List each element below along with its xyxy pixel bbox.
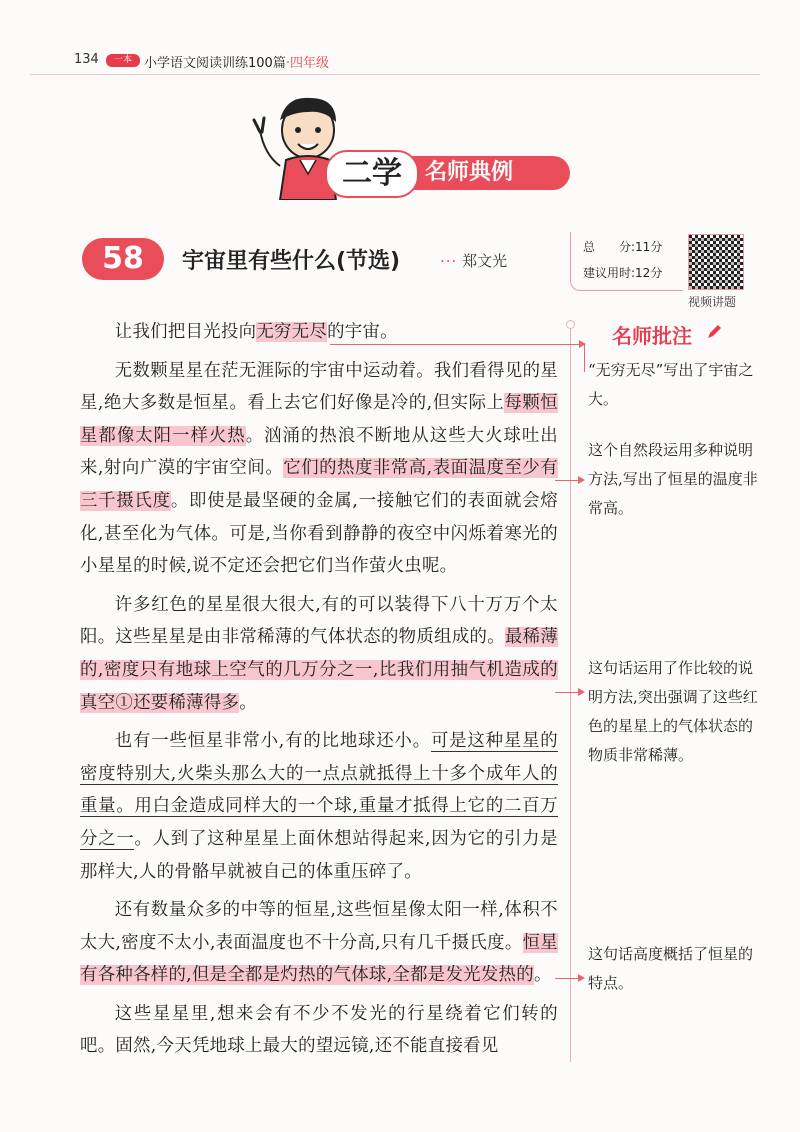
text-segment: 。即使是最坚硬的金属,一接触它们的表面就会熔化,甚至化为气体。可是,当你看到静静的夜空中闪烁着寒光的小星星的时候,说不定还会把它们当作萤火虫呢。: [80, 490, 558, 577]
text-segment: 也有一些恒星非常小,有的比地球还小。: [114, 731, 431, 752]
text-segment: 。汹涌的热浪不断地从这些大火球吐出来,射向广漠的宇宙空间。: [80, 425, 559, 479]
underlined-sentence: 可是这种星星的密度特别大,火柴头那么大的一点点就抵得上十多个成年人的重量。用白金造成同样大的一个球,重量才抵得上它的二百万分之一: [80, 731, 558, 849]
highlighted-sentence: 它们的热度非常高,表面温度至少有三千摄氏度: [80, 458, 558, 511]
suggested-time: 建议用时:12分: [583, 266, 663, 280]
annotation-arrow-1: [330, 344, 584, 345]
article-paragraph: [80, 725, 558, 888]
text-segment: 这些星星里,想来会有不少不发光的行星绕着它们转的吧。固然,今天凭地球上最大的望远镜,还不能直接看见: [80, 1003, 558, 1057]
highlighted-sentence: 无穷无尽: [256, 322, 328, 342]
text-segment: 。: [239, 692, 257, 713]
annotation-arrow-4: [555, 978, 583, 979]
banner-label: 名师典例: [425, 160, 514, 185]
brand-logo: 一本: [106, 54, 140, 67]
article-paragraph: [80, 355, 558, 583]
annotation-3: 这句话运用了作比较的说明方法,突出强调了这些红色的星星上的气体状态的物质非常稀薄。: [588, 659, 758, 764]
text-segment: 。: [533, 965, 552, 986]
annotation-arrow-1-drop: [584, 344, 585, 372]
lesson-title: 宇宙里有些什么(节选): [182, 249, 401, 274]
article-paragraph: [80, 998, 558, 1063]
article-body: [80, 316, 558, 1069]
text-segment: 的宇宙。: [327, 322, 398, 342]
page-number: 134: [74, 52, 99, 67]
text-segment: 无数颗星星在茫无涯际的宇宙中运动着。我们看得见的星星,绝大多数是恒星。看上去它们好像是冷的,但实际上: [80, 360, 558, 414]
qr-label: 视频讲题: [688, 295, 737, 309]
lesson-number: 58: [82, 238, 164, 280]
text-segment: 还有数量众多的中等的恒星,这些恒星像太阳一样,体积不太大,密度不太小,表面温度也不十分高,只有几千摄氏度。: [80, 900, 558, 953]
article-paragraph: [80, 589, 558, 719]
grade-label: ·四年级: [285, 56, 329, 71]
margin-divider: [570, 326, 571, 1062]
qr-code-icon[interactable]: [688, 234, 744, 290]
annotation-arrow-2: [555, 480, 583, 481]
margin-dot: [566, 320, 575, 329]
highlighted-sentence: 每颗恒星都像太阳一样火热: [80, 393, 558, 446]
page-header: [40, 52, 760, 74]
annotation-arrow-3: [555, 692, 583, 693]
score-info-box: [570, 232, 683, 291]
pen-icon: [706, 324, 722, 340]
notes-title: 名师批注: [612, 324, 692, 348]
text-segment: 让我们把目光投向: [114, 322, 257, 342]
annotation-2: 这个自然段运用多种说明方法,写出了恒星的温度非常高。: [588, 441, 758, 517]
article-paragraph: [80, 894, 558, 992]
annotation-1: “无穷无尽”写出了宇宙之大。: [588, 361, 754, 408]
section-banner: [300, 150, 570, 194]
total-score: 总 分:11分: [583, 240, 663, 254]
highlighted-sentence: 恒星有各种各样的,但是全都是灼热的气体球,全都是发光发热的: [80, 932, 558, 986]
header-divider: [30, 74, 760, 75]
highlighted-sentence: 最稀薄的,密度只有地球上空气的几万分之一,比我们用抽气机造成的真空①还要稀薄得多: [80, 627, 559, 713]
banner-section-number: 二学: [325, 150, 419, 198]
book-title: 小学语文阅读训练100篇·四年级: [144, 56, 329, 71]
text-segment: 。人到了这种星星上面休想站得起来,因为它的引力是那样大,人的骨骼早就被自己的体重压碎了。: [80, 828, 558, 882]
lesson-author: ··· 郑文光: [440, 252, 508, 270]
annotation-4: 这句话高度概括了恒星的特点。: [588, 945, 754, 992]
text-segment: 许多红色的星星很大很大,有的可以装得下八十万万个太阳。这些星星是由非常稀薄的气体状态的物质组成的。: [80, 594, 558, 648]
